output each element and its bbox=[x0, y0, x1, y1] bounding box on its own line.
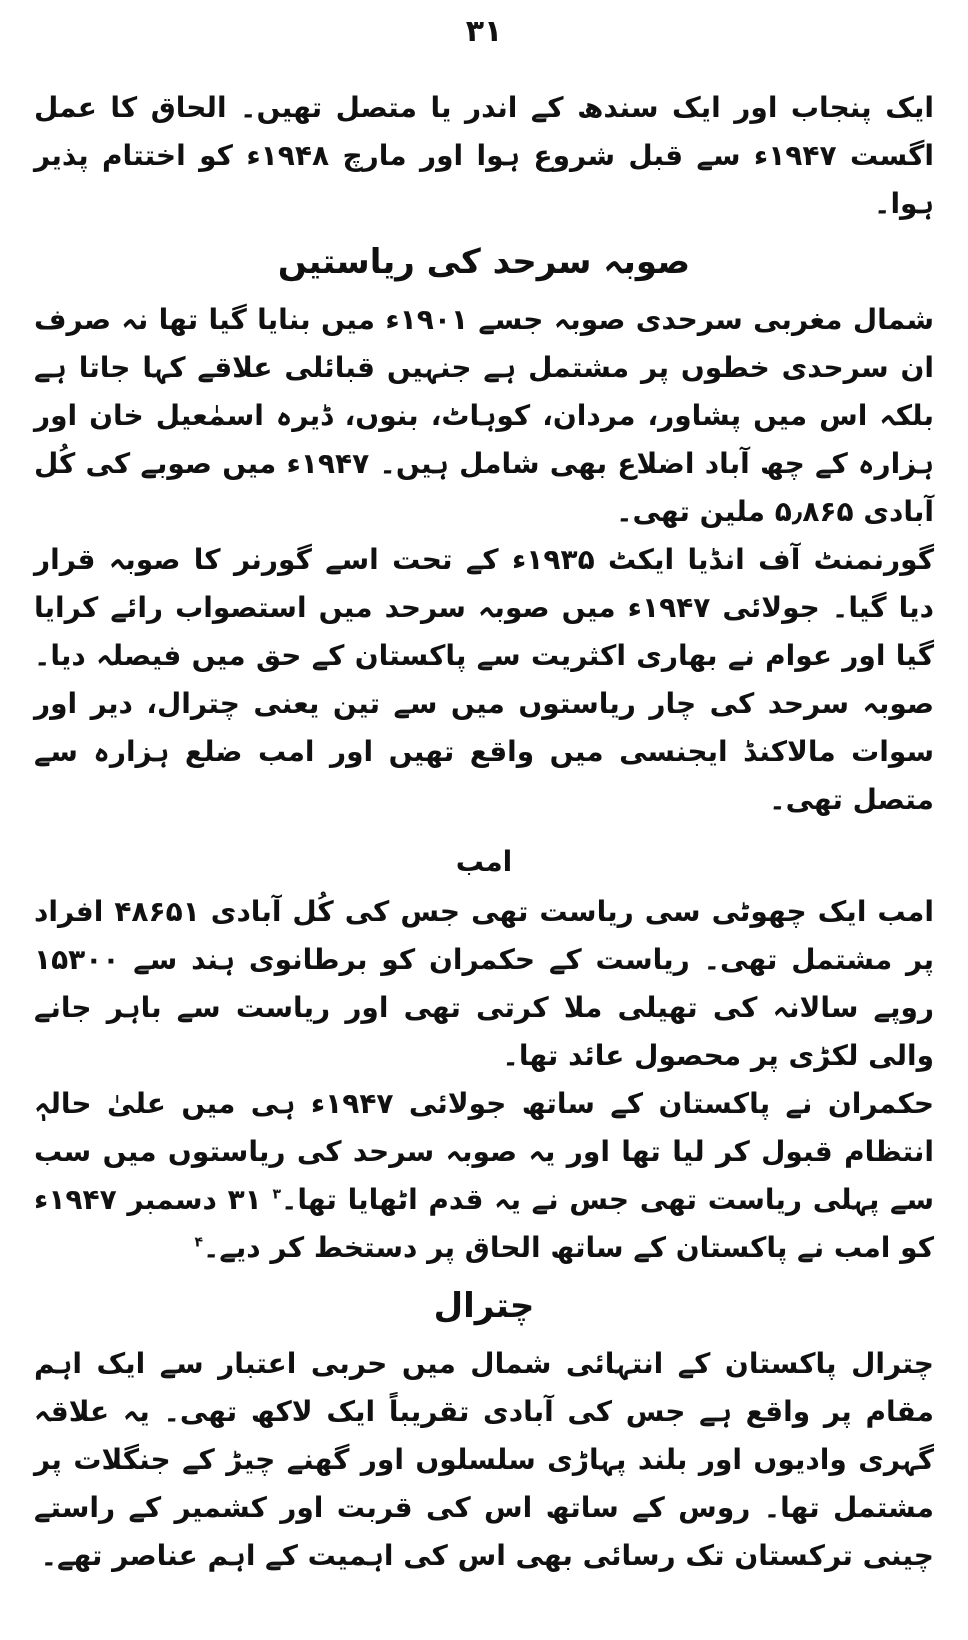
amb-paragraph-1: امب ایک چھوٹی سی ریاست تھی جس کی کُل آبادی ۴۸۶۵۱ افراد پر مشتمل تھی۔ ریاست کے حکمران کو برطانوی ہند سے ۱۵۳۰۰ روپے سالانہ کی تھیلی ملا کرتی تھی اور ریاست سے باہر جانے والی لکڑی پر محصول عائد تھا۔ bbox=[34, 895, 934, 1072]
footnote-marker-3: ۳ bbox=[272, 1186, 281, 1203]
page-number: ۳۱ bbox=[465, 14, 503, 49]
amb-paragraph-2-main: حکمران نے پاکستان کے ساتھ جولائی ۱۹۴۷ء ہی میں علیٰ حالہٖ انتظام قبول کر لیا تھا اور یہ صوبہ سرحد کی ریاستوں میں سب سے پہلی ریاست تھی جس نے یہ قدم اٹھایا تھا۔ bbox=[34, 1087, 934, 1216]
section-heading-frontier-states: صوبہ سرحد کی ریاستیں bbox=[277, 242, 691, 282]
amb-paragraph-2-tail: ۳۱ دسمبر ۱۹۴۷ء کو امب نے پاکستان کے ساتھ الحاق پر دستخط کر دیے۔ bbox=[34, 1183, 934, 1264]
frontier-paragraph-2: گورنمنٹ آف انڈیا ایکٹ ۱۹۳۵ء کے تحت اسے گورنر کا صوبہ قرار دیا گیا۔ جولائی ۱۹۴۷ء میں صوبہ سرحد میں استصواب رائے کرایا گیا اور عوام نے بھاری اکثریت سے پاکستان کے حق میں فیصلہ دیا۔ صوبہ سرحد کی چار ریاستوں میں سے تین یعنی چترال، دیر اور سوات مالاکنڈ ایجنسی میں واقع تھیں اور امب ضلع ہزارہ سے متصل تھی۔ bbox=[34, 543, 935, 816]
section-heading-amb: امب bbox=[455, 845, 513, 878]
footnote-marker-4: ۴ bbox=[194, 1234, 203, 1251]
frontier-paragraph-1: شمال مغربی سرحدی صوبہ جسے ۱۹۰۱ء میں بنایا گیا تھا نہ صرف ان سرحدی خطوں پر مشتمل ہے جنہیں قبائلی علاقے کہا جاتا ہے بلکہ اس میں پشاور، مردان، کوہاٹ، بنوں، ڈیرہ اسمٰعیل خان اور ہزارہ کے چھ آباد اضلاع بھی شامل ہیں۔ ۱۹۴۷ء میں صوبے کی کُل آبادی ۵٫۸۶۵ ملین تھی۔ bbox=[34, 303, 934, 528]
section-heading-chitral: چترال bbox=[433, 1286, 535, 1326]
amb-paragraph-2 bbox=[34, 1080, 934, 1272]
chitral-paragraph-1: چترال پاکستان کے انتہائی شمال میں حربی اعتبار سے ایک اہم مقام پر واقع ہے جس کی آبادی تقریباً ایک لاکھ تھی۔ یہ علاقہ گہری وادیوں اور بلند پہاڑی سلسلوں اور گھنے چیڑ کے جنگلات پر مشتمل تھا۔ روس کے ساتھ اس کی قربت اور کشمیر کے راستے چینی ترکستان تک رسائی بھی اس کی اہمیت کے اہم عناصر تھے۔ bbox=[34, 1347, 934, 1572]
intro-paragraph: ایک پنجاب اور ایک سندھ کے اندر یا متصل تھیں۔ الحاق کا عمل اگست ۱۹۴۷ء سے قبل شروع ہوا اور مارچ ۱۹۴۸ء کو اختتام پذیر ہوا۔ bbox=[34, 91, 935, 220]
